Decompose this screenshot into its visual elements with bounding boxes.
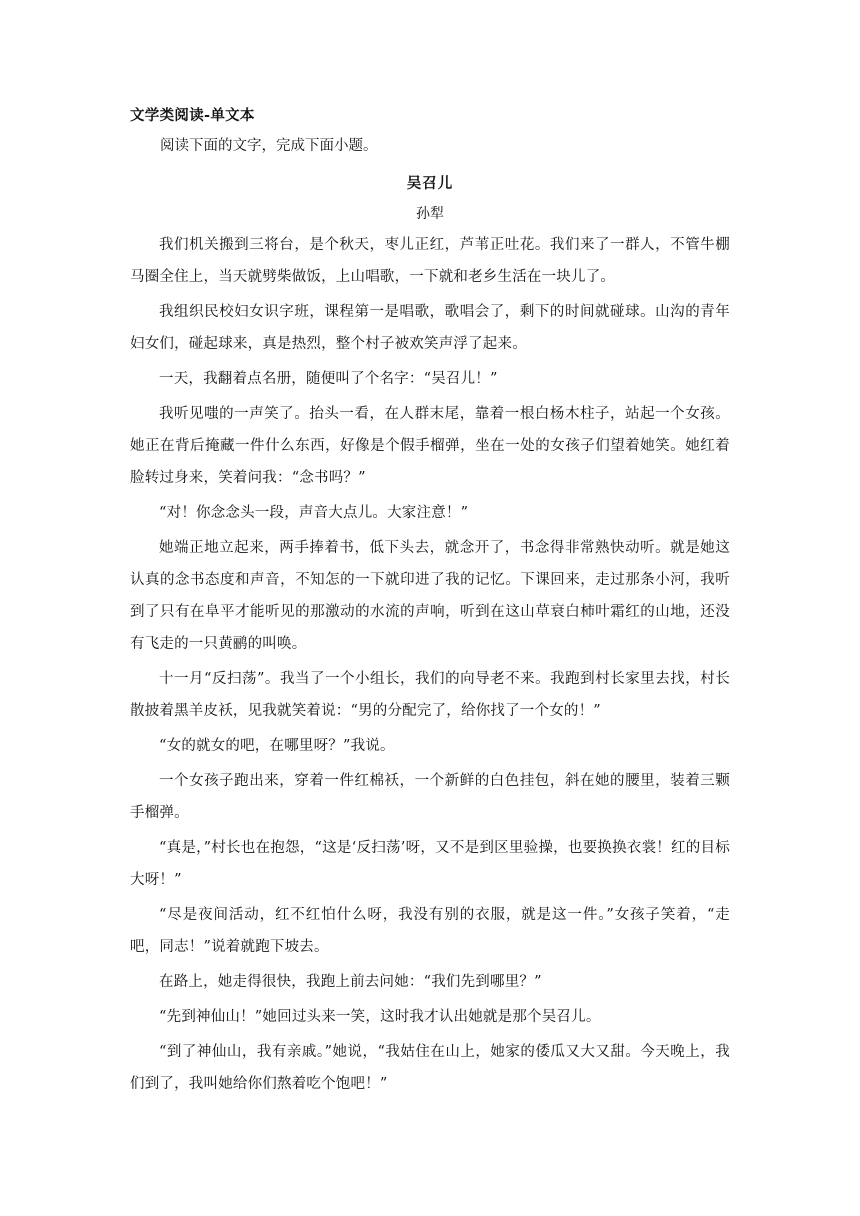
paragraph: 一天，我翻着点名册，随便叫了个名字：“吴召儿！” [159,371,498,387]
paragraph: 十一月“反扫荡”。我当了一个小组长，我们的向导老不来。我跑到村长家里去找，村长散披着黑羊皮袄，见我就笑着说：“男的分配完了，给你找了一个女的！” [130,671,730,719]
section-title: 文学类阅读-单文本 [130,107,255,124]
instruction-text: 阅读下面的文字，完成下面小题。 [160,138,378,154]
paragraph: “对！你念念头一段，声音大点儿。大家注意！” [159,505,469,521]
paragraph: 我听见嗤的一声笑了。抬头一看，在人群末尾，靠着一根白杨木柱子，站起一个女孩。她正在背后掩藏一件什么东西，好像是个假手榴弹，坐在一处的女孩子们望着她笑。她红着脸转过身来，笑着问我：“念书吗？” [130,406,730,486]
paragraph: 一个女孩子跑出来，穿着一件红棉袄，一个新鲜的白色挂包，斜在她的腰里，装着三颗手榴弹。 [130,773,730,821]
paragraph: “女的就女的吧，在哪里呀？”我说。 [159,738,395,754]
article-title: 吴召儿 [406,175,454,192]
paragraph: “尽是夜间活动，红不红怕什么呀，我没有别的衣服，就是这一件。”女孩子笑着，“走吧，同志！”说着就跑下坡去。 [130,907,730,955]
article-body [130,229,730,1100]
paragraph: “先到神仙山！”她回过头来一笑，这时我才认出她就是那个吴召儿。 [159,1009,601,1025]
article-author: 孙犁 [416,206,444,222]
paragraph: 我们机关搬到三将台，是个秋天，枣儿正红，芦苇正吐花。我们来了一群人，不管牛棚马圈全住上，当天就劈柴做饭，上山唱歌，一下就和老乡生活在一块儿了。 [130,237,730,285]
paragraph: “到了神仙山，我有亲戚。”她说，“我姑住在山上，她家的倭瓜又大又甜。今天晚上，我们到了，我叫她给你们熬着吃个饱吧！” [130,1044,730,1092]
paragraph: “真是，”村长也在抱怨，“这是‘反扫荡’呀，又不是到区里验操，也要换换衣裳！红的目标大呀！” [130,840,730,888]
paragraph: 在路上，她走得很快，我跑上前去问她：“我们先到哪里？” [159,974,542,990]
paragraph: 她端正地立起来，两手捧着书，低下头去，就念开了，书念得非常熟快动听。就是她这认真的念书态度和声音，不知怎的一下就印进了我的记忆。下课回来，走过那条小河，我听到了只有在阜平才能听见的那激动的水流的声响，听到在这山草衰白柿叶霜红的山地，还没有飞走的一只黄鹂的叫唤。 [130,540,730,652]
paragraph: 我组织民校妇女识字班，课程第一是唱歌，歌唱会了，剩下的时间就碰球。山沟的青年妇女们，碰起球来，真是热烈，整个村子被欢笑声浮了起来。 [130,304,730,352]
